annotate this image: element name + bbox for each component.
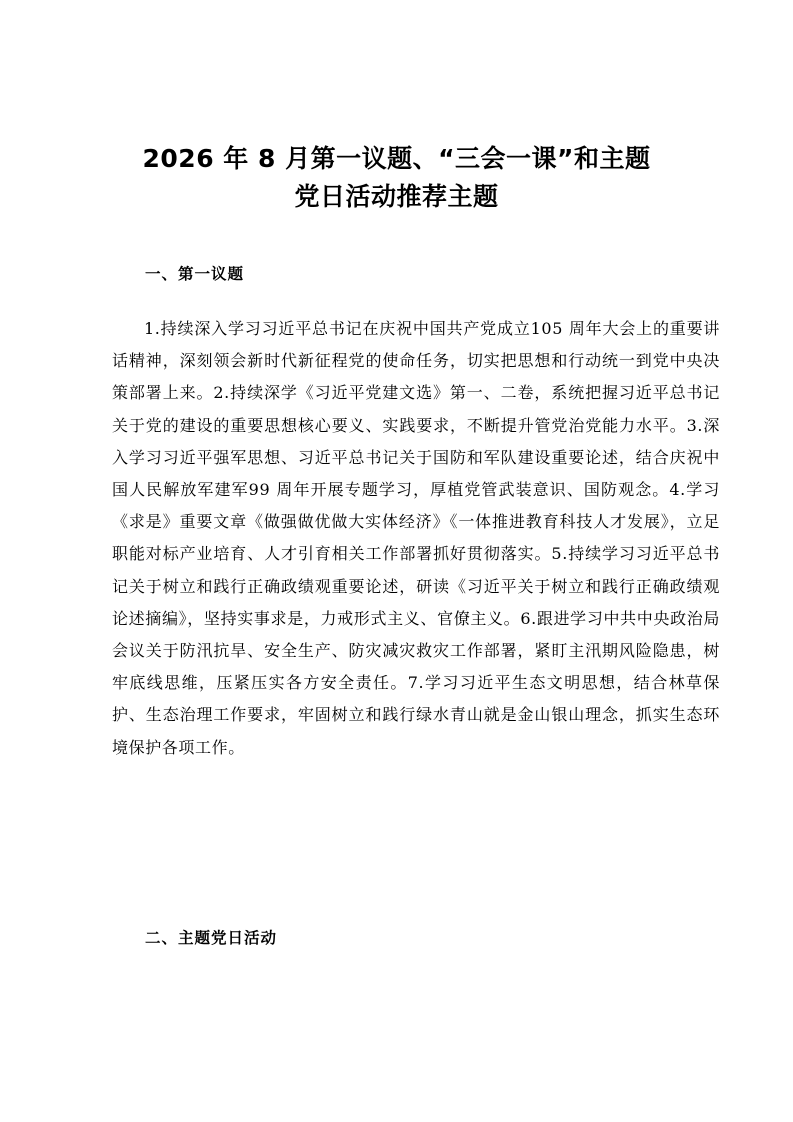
section-heading-party-day-activity: 二、主题党日活动 — [145, 928, 278, 947]
section-body-first-agenda: 1.持续深入学习习近平总书记在庆祝中国共产党成立105 周年大会上的重要讲话精神，深刻领会新时代新征程党的使命任务，切实把思想和行动统一到党中央决策部署上来。2.持续深学《习近平党建文选》第一、二卷，系统把握习近平总书记关于党的建设的重要思想核心要义、实践要求，不断提升管党治党能力水平。3.深入学习习近平强军思想、习近平总书记关于国防和军队建设重要论述，结合庆祝中国人民解放军建军99 周年开展专题学习，厚植党管武装意识、国防观念。4.学习《求是》重要文章《做强做优做大实体经济》《一体推进教育科技人才发展》，立足职能对标产业培育、人才引育相关工作部署抓好贯彻落实。5.持续学习习近平总书记关于树立和践行正确政绩观重要论述，研读《习近平关于树立和践行正确政绩观论述摘编》，坚持实事求是，力戒形式主义、官僚主义。6.跟进学习中共中央政治局会议关于防汛抗旱、安全生产、防灾减灾救灾工作部署，紧盯主汛期风险隐患，树牢底线思维，压紧压实各方安全责任。7.学习习近平生态文明思想，结合林草保护、生态治理工作要求，牢固树立和践行绿水青山就是金山银山理念，抓实生态环境保护各项工作。 — [112, 319, 720, 757]
document-title-line-1: 2026 年 8 月第一议题、“三会一课”和主题 — [142, 144, 651, 173]
section-heading-first-agenda: 一、第一议题 — [145, 264, 245, 283]
document-title-line-2: 党日活动推荐主题 — [294, 182, 499, 211]
